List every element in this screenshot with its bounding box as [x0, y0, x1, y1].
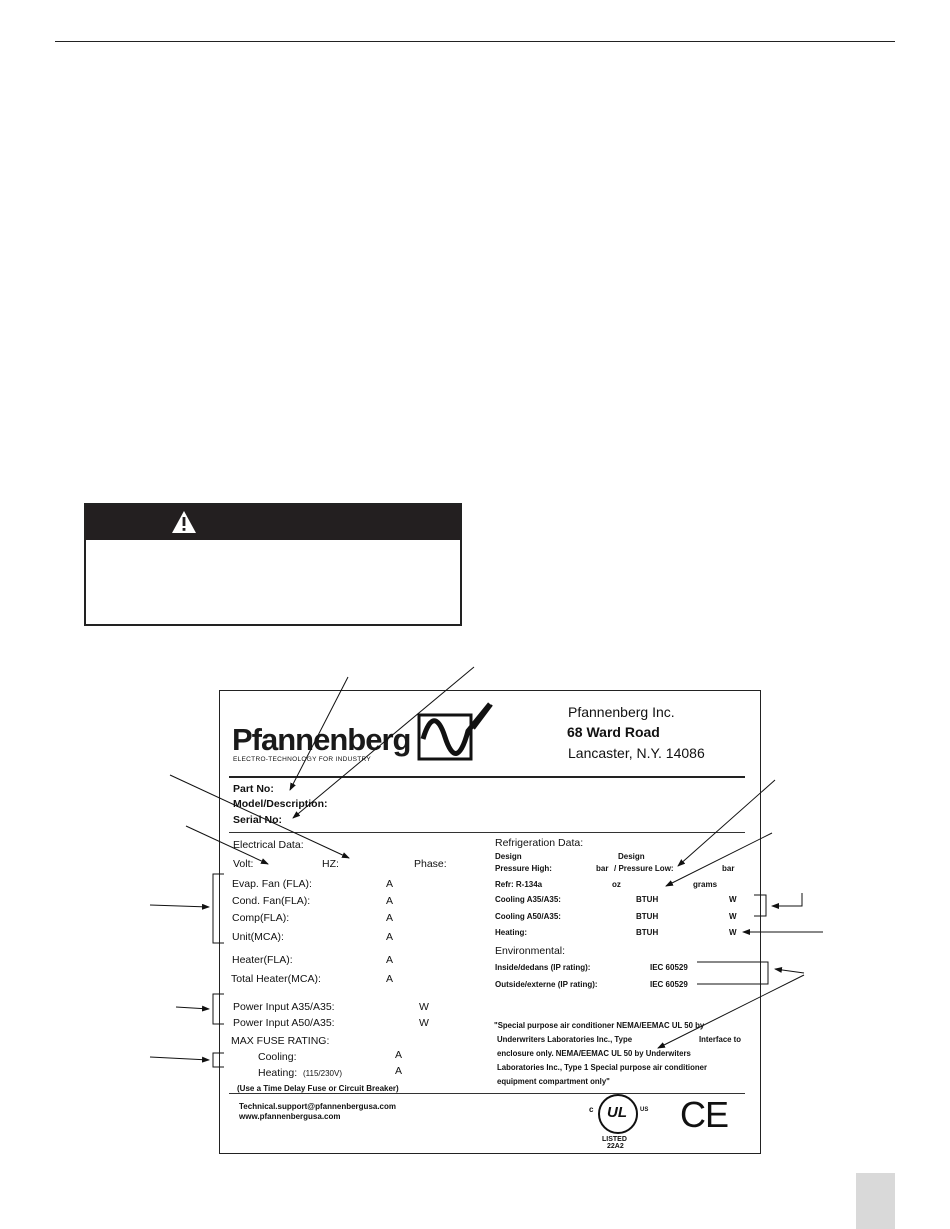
refrigeration-header: Refrigeration Data:: [495, 837, 584, 849]
ip-inside-label: Inside/dedans (IP rating):: [495, 963, 591, 972]
ul-note-line-2b: Interface to: [699, 1035, 742, 1044]
max-fuse-header: MAX FUSE RATING:: [231, 1035, 330, 1047]
ul-listed-code: 22A2: [607, 1143, 624, 1150]
company-city: Lancaster, N.Y. 14086: [568, 745, 705, 761]
fuse-note: (Use a Time Delay Fuse or Circuit Breaker): [237, 1084, 399, 1093]
serial-label: Serial No:: [233, 814, 283, 826]
power-input-50-label: Power Input A50/A35:: [233, 1017, 335, 1029]
heating-w: W: [729, 928, 737, 937]
heating-btuh: BTUH: [636, 928, 659, 937]
evap-fan-unit: A: [386, 878, 394, 890]
unit-mca-label: Unit(MCA):: [232, 931, 284, 943]
evap-fan-label: Evap. Fan (FLA):: [232, 878, 312, 890]
cooling-50-btuh: BTUH: [636, 912, 659, 921]
ul-listed-text: LISTED: [602, 1136, 627, 1143]
cooling-35-btuh: BTUH: [636, 895, 659, 904]
refrigerant-oz: oz: [612, 880, 621, 889]
power-input-50-unit: W: [419, 1017, 429, 1029]
page-number-tab: [856, 1173, 895, 1229]
fuse-heating-unit: A: [395, 1065, 403, 1077]
ul-mark-us: US: [640, 1107, 649, 1113]
website: www.pfannenbergusa.com: [239, 1112, 341, 1121]
comp-label: Comp(FLA):: [232, 912, 290, 924]
ul-note-line-2: Underwriters Laboratories Inc., Type: [497, 1035, 633, 1044]
cooling-35-label: Cooling A35/A35:: [495, 895, 561, 904]
ip-outside-label: Outside/externe (IP rating):: [495, 980, 598, 989]
ul-note-line-3: enclosure only. NEMA/EEMAC UL 50 by Underwiters: [497, 1049, 691, 1058]
pressure-low-unit: bar: [722, 864, 735, 873]
pressure-high-label: Pressure High:: [495, 864, 552, 873]
total-heater-label: Total Heater(MCA):: [231, 973, 321, 985]
power-input-35-label: Power Input A35/A35:: [233, 1001, 335, 1013]
fuse-cooling-label: Cooling:: [258, 1051, 297, 1063]
cooling-35-w: W: [729, 895, 737, 904]
ul-note-line-4: Laboratories Inc., Type 1 Special purpose air conditioner: [497, 1063, 707, 1072]
model-label: Model/Description:: [233, 798, 328, 810]
ip-outside-value: IEC 60529: [650, 980, 688, 989]
design-high-label: Design: [495, 852, 522, 861]
ip-inside-value: IEC 60529: [650, 963, 688, 972]
part-no-label: Part No:: [233, 783, 274, 795]
heater-fla-label: Heater(FLA):: [232, 954, 293, 966]
fuse-heating-label: Heating:: [258, 1067, 298, 1079]
cond-fan-unit: A: [386, 895, 394, 907]
refrigerant-grams: grams: [693, 880, 718, 889]
heating-label: Heating:: [495, 928, 527, 937]
ul-note-line-5: equipment compartment only": [497, 1077, 610, 1086]
hz-label: HZ:: [322, 858, 339, 870]
power-input-35-unit: W: [419, 1001, 429, 1013]
heater-fla-unit: A: [386, 954, 394, 966]
cooling-50-w: W: [729, 912, 737, 921]
ul-mark-letters: UL: [607, 1104, 627, 1121]
ul-note-line-1: "Special purpose air conditioner NEMA/EEMAC UL 50 by: [494, 1021, 705, 1030]
pressure-high-unit: bar: [596, 864, 609, 873]
pressure-low-label: / Pressure Low:: [614, 864, 674, 873]
brand-tagline: ELECTRO-TECHNOLOGY FOR INDUSTRY: [233, 756, 371, 763]
volt-label: Volt:: [233, 858, 254, 870]
design-low-label: Design: [618, 852, 645, 861]
phase-label: Phase:: [414, 858, 447, 870]
voltage-note: (115/230V): [303, 1069, 342, 1078]
cooling-50-label: Cooling A50/A35:: [495, 912, 561, 921]
brand-logo: Pfannenberg: [232, 722, 411, 757]
ce-mark: CE: [680, 1094, 729, 1135]
ul-mark-c: c: [589, 1105, 594, 1114]
support-email: Technical.support@pfannenbergusa.com: [239, 1102, 397, 1111]
electrical-header: Electrical Data:: [233, 839, 304, 851]
fuse-cooling-unit: A: [395, 1049, 403, 1061]
total-heater-unit: A: [386, 973, 394, 985]
comp-unit: A: [386, 912, 394, 924]
cond-fan-label: Cond. Fan(FLA):: [232, 895, 311, 907]
company-name: Pfannenberg Inc.: [568, 704, 675, 720]
company-street: 68 Ward Road: [567, 724, 660, 740]
refrigerant-label: Refr: R-134a: [495, 880, 543, 889]
environmental-header: Environmental:: [495, 945, 566, 957]
unit-mca-unit: A: [386, 931, 394, 943]
